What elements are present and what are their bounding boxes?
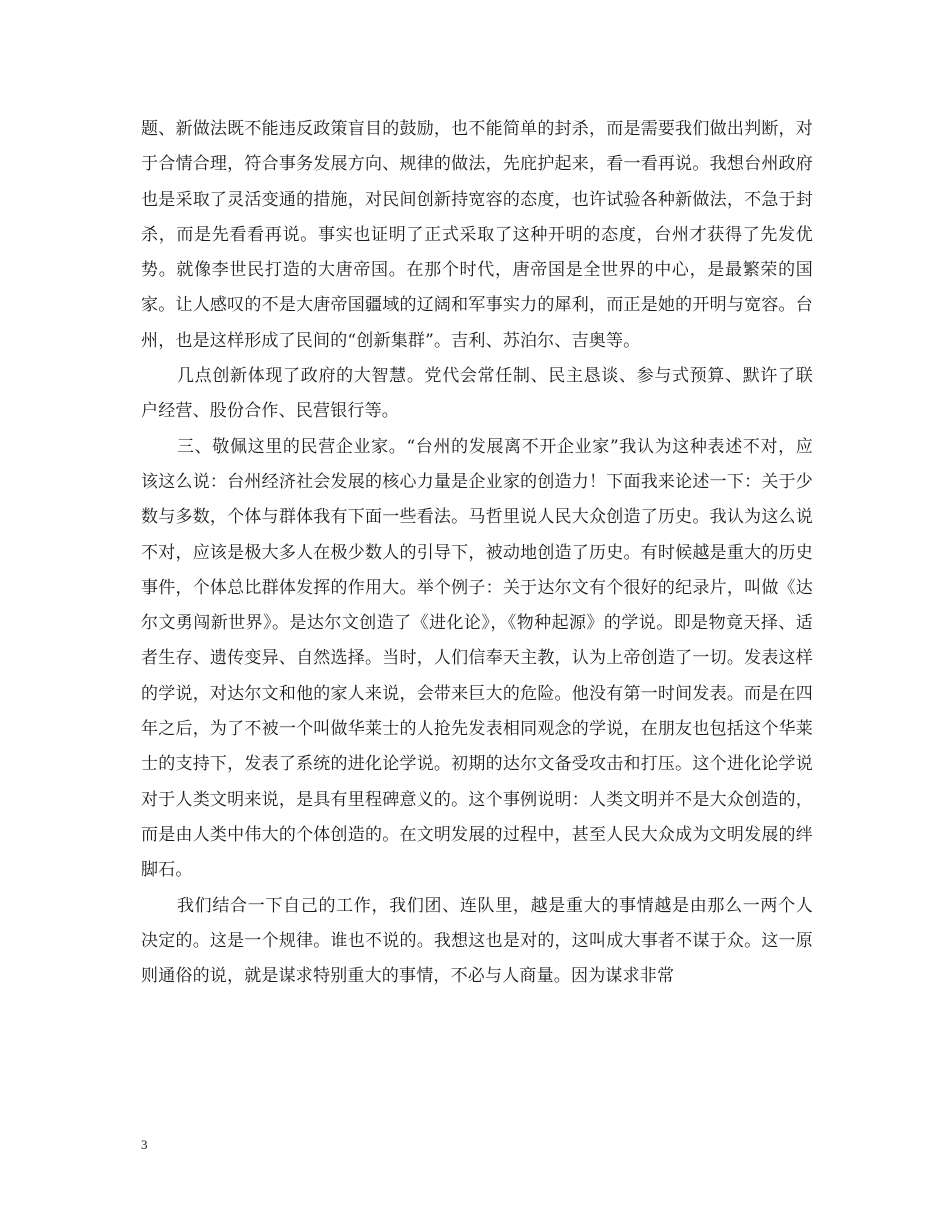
- page-number: 3: [141, 1137, 148, 1152]
- paragraph-4: 我们结合一下自己的工作，我们团、连队里，越是重大的事情越是由那么一两个人决定的。这是一个规律。谁也不说的。我想这也是对的，这叫成大事者不谋于众。这一原则通俗的说，就是谋求特别重大的事情，不必与人商量。因为谋求非常: [141, 895, 813, 987]
- paragraph-2: 几点创新体现了政府的大智慧。党代会常任制、民主恳谈、参与式预算、默许了联户经营、股份合作、民营银行等。: [141, 366, 813, 422]
- paragraph-3: 三、敬佩这里的民营企业家。“台州的发展离不开企业家”我认为这种表述不对，应该这么说：台州经济社会发展的核心力量是企业家的创造力！下面我来论述一下：关于少数与多数，个体与群体我有下面一些看法。马哲里说人民大众创造了历史。我认为这么说不对，应该是极大多人在极少数人的引导下，被动地创造了历史。有时候越是重大的历史事件，个体总比群体发挥的作用大。举个例子：关于达尔文有个很好的纪录片，叫做《达尔文勇闯新世界》。是达尔文创造了《进化论》，《物种起源》的学说。即是物竟天择、适者生存、遗传变异、自然选择。当时，人们信奉天主教，认为上帝创造了一切。发表这样的学说，对达尔文和他的家人来说，会带来巨大的危险。他没有第一时间发表。而是在四年之后，为了不被一个叫做华莱士的人抢先发表相同观念的学说，在朋友也包括这个华莱士的支持下，发表了系统的进化论学说。初期的达尔文备受攻击和打压。这个进化论学说对于人类文明来说，是具有里程碑意义的。这个事例说明：人类文明并不是大众创造的，而是由人类中伟大的个体创造的。在文明发展的过程中，甚至人民大众成为文明发展的绊脚石。: [141, 436, 813, 881]
- document-body: [141, 112, 813, 994]
- paragraph-1: 题、新做法既不能违反政策盲目的鼓励，也不能简单的封杀，而是需要我们做出判断，对于合情合理，符合事务发展方向、规律的做法，先庇护起来，看一看再说。我想台州政府也是采取了灵活变通的措施，对民间创新持宽容的态度，也许试验各种新做法，不急于封杀，而是先看看再说。事实也证明了正式采取了这种开明的态度，台州才获得了先发优势。就像李世民打造的大唐帝国。在那个时代，唐帝国是全世界的中心，是最繁荣的国家。让人感叹的不是大唐帝国疆域的辽阔和军事实力的犀利，而正是她的开明与宽容。台州，也是这样形成了民间的“创新集群”。吉利、苏泊尔、吉奥等。: [141, 119, 813, 351]
